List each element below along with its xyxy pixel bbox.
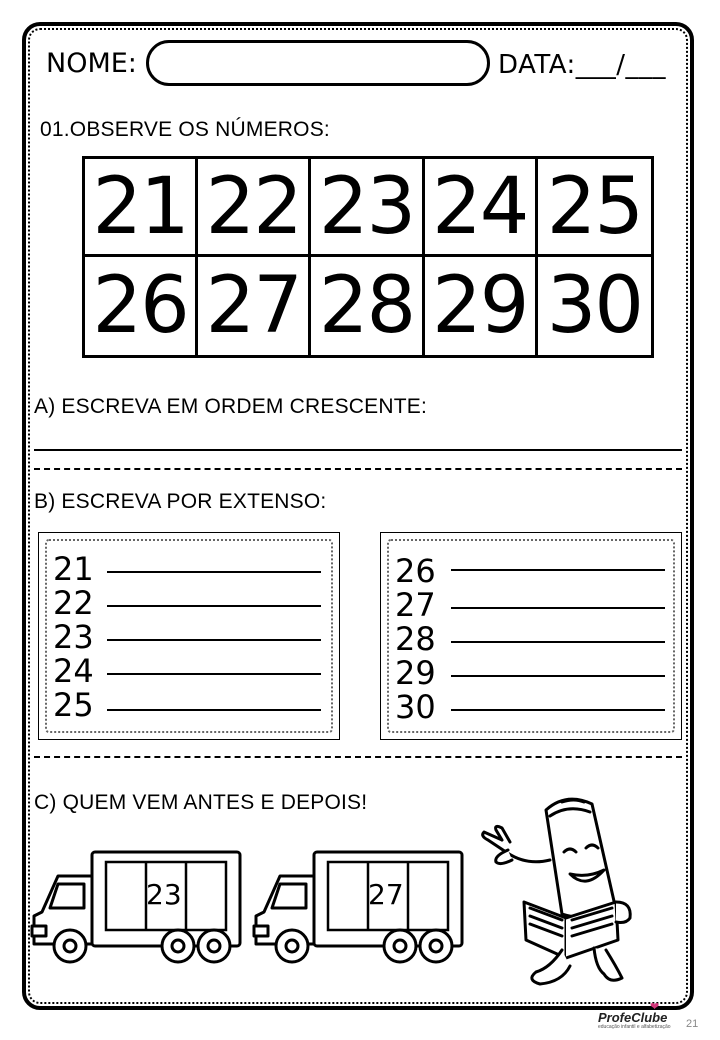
number-cell: 22 <box>198 159 311 257</box>
extenso-number: 22 <box>53 584 94 622</box>
number-cell: 30 <box>546 261 643 351</box>
answer-box-after[interactable] <box>408 862 448 930</box>
write-line[interactable] <box>451 607 665 609</box>
answer-box-after[interactable] <box>186 862 226 930</box>
write-line[interactable] <box>107 571 321 573</box>
extenso-number: 24 <box>53 652 94 690</box>
profeclube-logo: ProfeClube <box>598 1010 668 1025</box>
number-cell: 25 <box>538 159 651 257</box>
truck-middle-number: 23 <box>146 878 182 911</box>
answer-line[interactable] <box>34 449 682 451</box>
truck-middle-number: 27 <box>368 878 404 911</box>
section-b-title: B) ESCREVA POR EXTENSO: <box>34 490 327 513</box>
write-line[interactable] <box>107 709 321 711</box>
nome-field[interactable] <box>146 40 490 86</box>
section-divider <box>34 756 682 758</box>
write-line[interactable] <box>107 639 321 641</box>
extenso-number: 21 <box>53 550 94 588</box>
extenso-number: 25 <box>53 686 94 724</box>
logo-subtitle: educação infantil e alfabetização <box>598 1024 671 1030</box>
extenso-number: 29 <box>395 654 436 692</box>
number-cell: 24 <box>425 159 538 257</box>
extenso-number: 27 <box>395 586 436 624</box>
number-cell: 28 <box>311 257 424 355</box>
extenso-box-left <box>38 532 340 740</box>
page-number: 21 <box>686 1018 699 1030</box>
number-cell: 27 <box>198 257 311 355</box>
extenso-box-right <box>380 532 682 740</box>
number-grid <box>82 156 654 358</box>
write-line[interactable] <box>107 673 321 675</box>
write-line[interactable] <box>451 709 665 711</box>
extenso-number: 26 <box>395 552 436 590</box>
pencil-mascot-icon <box>466 790 642 990</box>
section-divider <box>34 468 682 470</box>
extenso-number: 23 <box>53 618 94 656</box>
write-line[interactable] <box>451 641 665 643</box>
nome-label: NOME: <box>46 48 137 79</box>
extenso-number: 30 <box>395 688 436 726</box>
answer-box-before[interactable] <box>106 862 146 930</box>
write-line[interactable] <box>107 605 321 607</box>
write-line[interactable] <box>451 675 665 677</box>
exercise-title: 01.OBSERVE OS NÚMEROS: <box>40 118 330 141</box>
section-a-title: A) ESCREVA EM ORDEM CRESCENTE: <box>34 395 428 418</box>
section-c-title: C) QUEM VEM ANTES E DEPOIS! <box>34 791 368 814</box>
answer-box-before[interactable] <box>328 862 368 930</box>
number-cell: 23 <box>311 159 424 257</box>
extenso-number: 28 <box>395 620 436 658</box>
heart-icon: ❤ <box>650 1001 660 1013</box>
number-cell: 21 <box>85 159 198 257</box>
data-label: DATA:___/___ <box>498 50 667 80</box>
number-cell: 29 <box>425 257 538 355</box>
write-line[interactable] <box>451 569 665 571</box>
number-cell: 26 <box>85 257 198 355</box>
